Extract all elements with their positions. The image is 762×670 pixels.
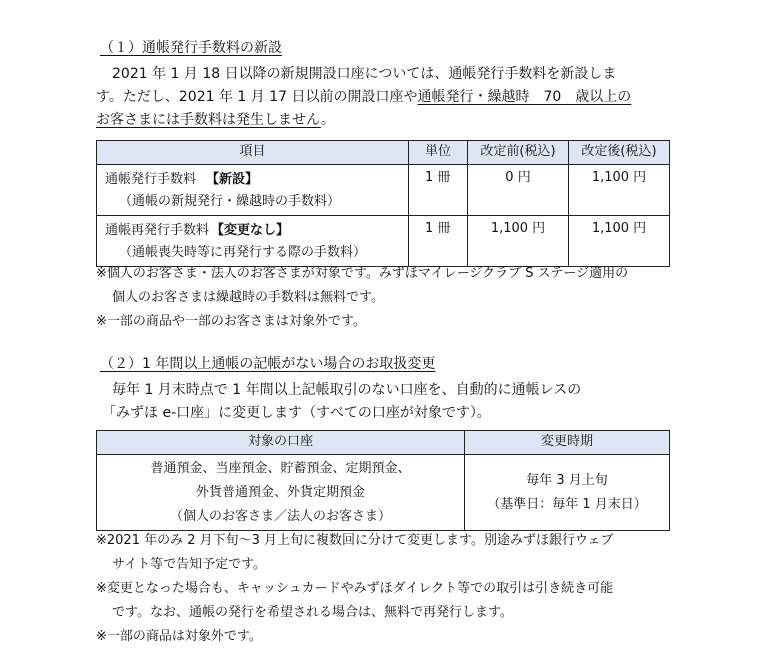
account-types-line: 普通預金、当座預金、貯蓄預金、定期預金、 [150,460,411,476]
account-table-header-accounts: 対象の口座 [97,431,465,455]
fee-table-header-before: 改定前(税込) [468,141,569,165]
account-table-row [97,455,670,531]
fee-table-header-unit: 単位 [409,141,468,165]
note-line: 個人のお客さまは繰越時の手数料は無料です。 [112,290,384,305]
section1-para-line3-end: 。 [320,112,335,128]
section2-notes [96,529,696,649]
fee-after-cell: 1,100 円 [569,216,670,267]
fee-unit-cell: 1 冊 [409,216,468,267]
account-types-cell [97,455,465,531]
account-types-line: （個人のお客さま／法人のお客さま） [169,508,391,524]
change-timing-cell [465,455,670,531]
fee-table-row [97,216,670,267]
section2-para-line2: 「みずほ e-口座」に変更します（すべての口座が対象です）。 [102,405,491,421]
fee-item-badge: 【新設】 [206,172,259,187]
note-line: ※変更となった場合も、キャッシュカードやみずほダイレクト等での取引は引き続き可能 [96,581,614,596]
fee-item-cell [97,216,409,267]
fee-table [96,140,670,267]
section2-para-line1: 毎年 1 月末時点で 1 年間以上記帳取引のない口座を、自動的に通帳レスの [112,382,582,398]
section2-paragraph [96,379,686,425]
section2-heading: （２）1 年間以上通帳の記帳がない場合のお取扱変更 [100,356,436,372]
note-line: ※一部の商品は対象外です。 [96,629,262,644]
fee-item-name: 通帳発行手数料 [105,172,197,187]
fee-before-cell: 1,100 円 [468,216,569,267]
fee-item-cell [97,165,409,216]
section1-para-line2-underlined: 通帳発行・繰越時 70 歳以上の [417,89,632,105]
account-table-header-row [97,431,670,455]
account-types-line: 外貨普通預金、外貨定期預金 [195,484,365,500]
fee-before-cell: 0 円 [468,165,569,216]
note-line: ※一部の商品や一部のお客さまは対象外です。 [96,314,366,329]
section1-para-line1: 2021 年 1 月 18 日以降の新規開設口座については、通帳発行手数料を新設しま [112,66,617,82]
note-line: ※2021 年のみ 2 月下旬～3 月上旬に複数回に分けて変更します。別途みずほ銀行ウェブ [96,533,614,548]
change-timing-line: 毎年 3 月上旬 [526,472,608,488]
section1-paragraph [96,63,686,132]
account-table-header-timing: 変更時期 [465,431,670,455]
fee-table-header-row [97,141,670,165]
fee-after-cell: 1,100 円 [569,165,670,216]
fee-item-description: （通帳の新規発行・繰越時の手数料） [119,194,341,209]
note-line: です。なお、通帳の発行を希望される場合は、無料で再発行します。 [112,605,513,620]
section1-para-line3-underlined: お客さまには手数料は発生しません [96,112,321,128]
fee-item-description: （通帳喪失時等に再発行する際の手数料） [119,245,367,260]
section1-heading: （１）通帳発行手数料の新設 [100,40,282,56]
fee-table-header-after: 改定後(税込) [569,141,670,165]
fee-table-row [97,165,670,216]
account-change-table [96,430,670,531]
fee-unit-cell: 1 冊 [409,165,468,216]
fee-table-header-item: 項目 [97,141,409,165]
section1-para-line2-text: す。ただし、2021 年 1 月 17 日以前の開設口座や [96,89,418,105]
fee-item-name: 通帳再発行手数料 [105,223,210,238]
note-line: ※個人のお客さま・法人のお客さまが対象です。みずほマイレージクラブ S ステージ適用の [96,266,629,281]
note-line: サイト等で告知予定です。 [112,557,267,572]
section1-notes [96,262,696,334]
change-timing-line: （基準日：毎年 1 月末日） [487,496,647,512]
section1-para-line2 [96,86,686,109]
section1-para-line3 [96,109,686,132]
fee-item-badge: 【変更なし】 [211,223,290,238]
